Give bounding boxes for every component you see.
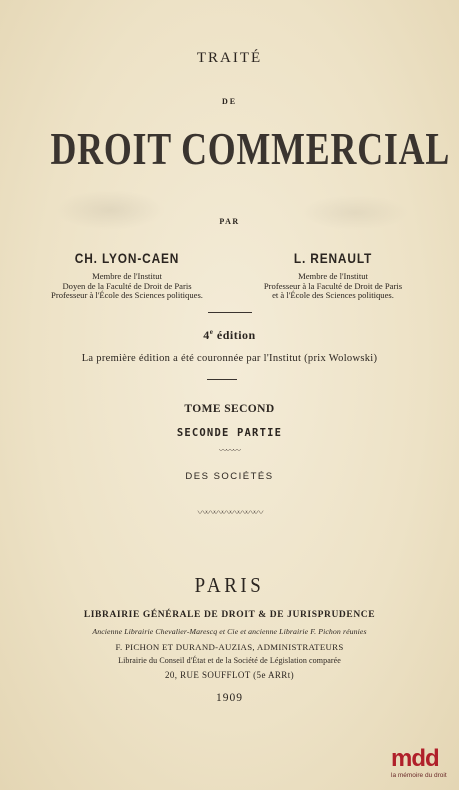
ornament-wavy-small: 〰〰〰 <box>219 446 240 455</box>
tome-label: TOME SECOND <box>184 403 275 415</box>
mdd-logo <box>391 747 457 787</box>
divider-rule <box>207 379 237 380</box>
heading-traite: TRAITÉ <box>196 50 263 66</box>
publisher-conseil: Librairie du Conseil d'État et de la Société de Législation comparée <box>118 656 341 665</box>
publisher-admins: F. PICHON ET DURAND-AUZIAS, ADMINISTRATEURS <box>115 642 344 652</box>
author-title-line: Membre de l'Institut <box>92 271 162 281</box>
ornament-wavy-long: 〰〰〰〰〰〰〰〰 <box>197 508 262 519</box>
imprint-city: PARIS <box>194 573 265 597</box>
author-title-line: Professeur à la Faculté de Droit de Paris <box>263 280 403 291</box>
partie-label: SECONDE PARTIE <box>176 427 283 439</box>
edition-line <box>0 328 459 343</box>
edition-label: édition <box>216 328 256 342</box>
author-lyon-caen <box>22 250 232 301</box>
publisher-former: Ancienne Librairie Chevalier-Marescq et Cie et ancienne Librairie F. Pichon réunies <box>92 627 367 636</box>
subject-label: DES SOCIÉTÉS <box>185 471 274 482</box>
logo-tagline: la mémoire du droit <box>391 772 447 779</box>
author-title-line: Membre de l'Institut <box>298 271 368 281</box>
edition-note: La première édition a été couronnée par l'Institut (prix Wolowski) <box>81 353 378 364</box>
publisher-address: 20, RUE SOUFFLOT (5e ARRt) <box>165 670 294 680</box>
author-title-line: Doyen de la Faculté de Droit de Paris <box>62 280 192 291</box>
divider-rule <box>208 312 252 313</box>
book-title: DROIT COMMERCIAL <box>50 123 451 174</box>
author-renault <box>228 250 438 301</box>
publication-year: 1909 <box>216 692 243 704</box>
heading-par: PAR <box>219 217 240 226</box>
author-title-line: et à l'École des Sciences politiques. <box>272 290 394 300</box>
edition-number: 4 <box>203 328 210 342</box>
heading-de: DE <box>221 97 238 106</box>
author-name: L. RENAULT <box>293 250 373 266</box>
publisher-name: LIBRAIRIE GÉNÉRALE DE DROIT & DE JURISPRUDENCE <box>83 610 376 620</box>
author-name: CH. LYON-CAEN <box>74 250 180 266</box>
edition-suffix: e <box>209 328 214 336</box>
logo-mark: mdd <box>391 745 439 772</box>
author-title-line: Professeur à l'École des Sciences politiques. <box>51 290 203 300</box>
